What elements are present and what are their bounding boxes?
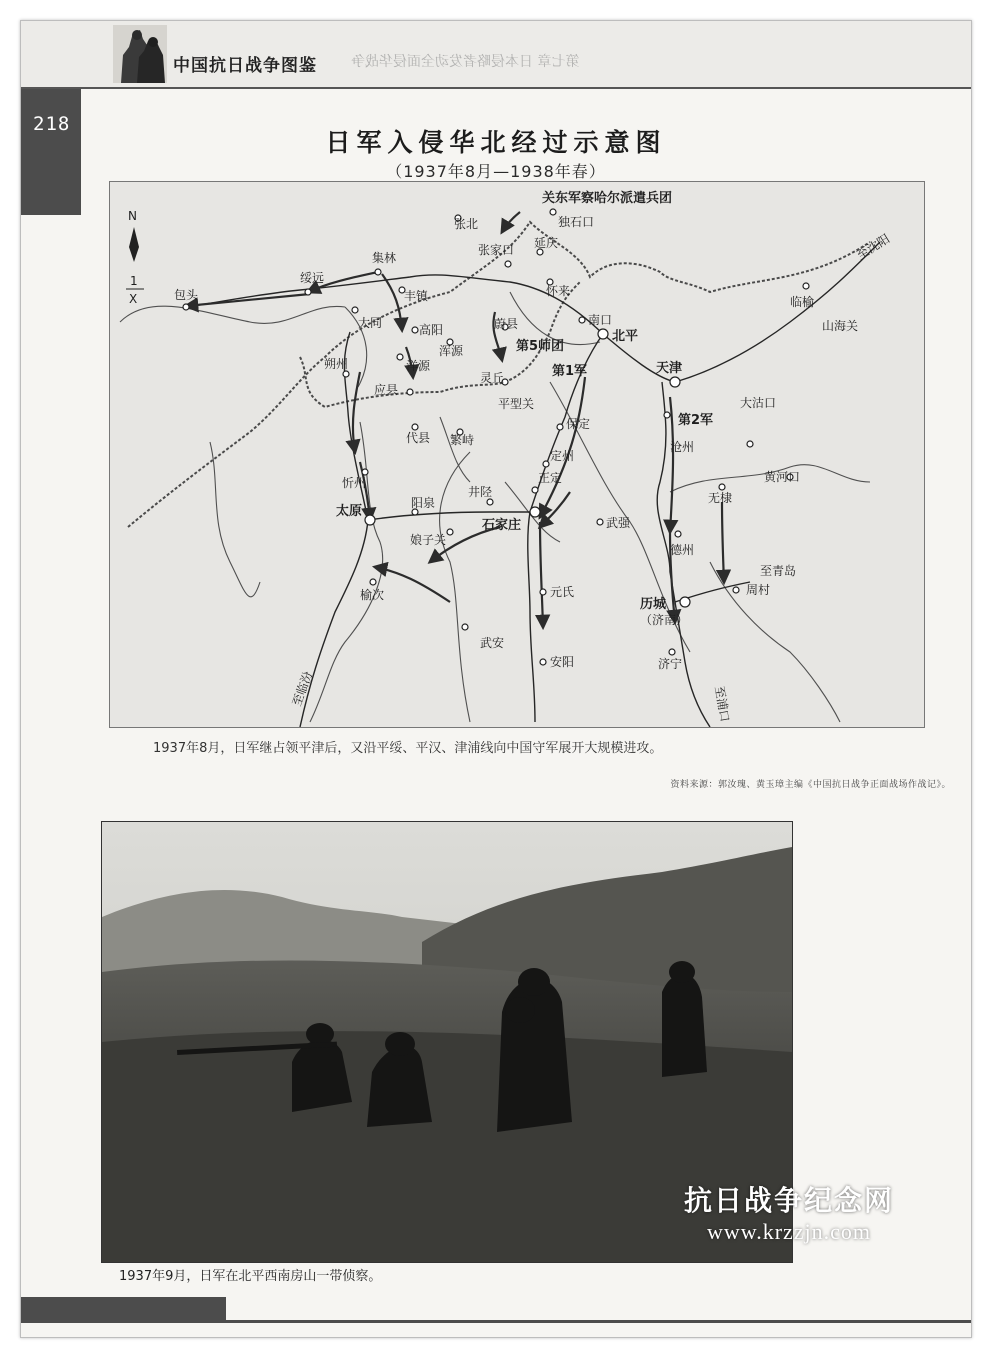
compass-north: N [128,209,137,223]
label-to-pukou: 至浦口 [712,685,733,723]
label-gaoyang: 高阳 [419,323,444,337]
label-xinzhou: 忻州 [342,476,367,490]
label-guandong-army: 关东军察哈尔派遣兵团 [542,191,673,206]
railways [186,242,880,727]
north-arrow-icon [129,227,139,262]
label-yanqing: 延庆 [534,236,559,250]
label-fengzhen: 丰镇 [404,289,429,303]
label-zhengding: 正定 [538,471,563,485]
label-zhangbei: 张北 [454,217,479,231]
label-datong: 大同 [358,316,383,330]
label-to-shenyang: 至沈阳 [854,231,893,263]
scale-numerator: 1 [130,274,138,288]
book-title: 中国抗日战争图鉴 [173,56,317,76]
label-niangziguan: 娘子关 [410,533,447,547]
label-yangquan: 阳泉 [411,496,436,510]
book-page [20,20,972,1338]
soldiers-logo-icon [113,25,167,83]
map-subtitle: （1937年8月—1938年春） [386,162,606,181]
label-lingqiu: 灵丘 [480,371,505,385]
city-markers [183,209,809,665]
label-shijiazhuang: 石家庄 [482,518,522,533]
label-dingzhou: 定州 [550,449,575,463]
scale-denominator: X [129,292,138,306]
label-licheng: 历城 [640,597,667,612]
attack-arrows [186,212,724,627]
map-caption: 1937年8月，日军继占领平津后，又沿平绥、平汉、津浦线向中国守军展开大规模进攻。 [153,741,663,756]
label-to-qingdao: 至青岛 [760,564,797,578]
watermark-url: www.krzzjn.com [706,1219,872,1244]
map-frame [109,181,925,728]
label-yingxian: 应县 [374,383,399,397]
label-pingxingguan: 平型关 [498,397,535,411]
label-shuozhou: 朔州 [324,357,349,371]
source-note: 资料来源：郭汝瑰、黄玉璋主编《中国抗日战争正面战场作战记》。 [670,780,951,790]
label-jingxing: 井陉 [468,485,493,499]
compass [126,209,144,306]
north-china-invasion-map [110,182,924,727]
label-fanzhi: 繁峙 [450,433,475,447]
label-dushikou: 独石口 [558,215,595,229]
label-yuci: 榆次 [360,588,385,602]
label-wuqiang: 武强 [606,516,631,530]
label-jining: 集林 [372,251,397,265]
bleed-through-text: 第七章 日本侵略者发动全面侵华战争 [351,54,580,70]
map-labels [174,190,892,723]
label-beiping: 北平 [612,329,639,344]
label-nankou: 南口 [588,313,613,327]
label-huanghekou: 黄河口 [764,470,801,484]
header-divider [21,87,971,89]
footer-bar [21,1297,226,1323]
label-taiyuan: 太原 [336,504,363,519]
label-tianjin: 天津 [656,361,683,376]
label-daixian: 代县 [406,431,431,445]
map-title: 日军入侵华北经过示意图 [325,128,667,157]
label-to-linfen: 至临汾 [289,669,316,709]
label-yuxian: 蔚县 [494,317,519,331]
label-hunyuan: 浑源 [439,344,464,358]
label-linyu: 临榆 [790,295,815,309]
label-yangyuan: 洋源 [406,359,431,373]
label-zhoucun: 周村 [746,583,771,597]
photo-caption: 1937年9月，日军在北平西南房山一带侦察。 [119,1269,382,1284]
label-wudi: 无棣 [708,491,733,505]
watermark-name: 抗日战争纪念网 [683,1184,894,1217]
label-1st-army: 第1军 [552,364,588,379]
rivers [120,292,870,722]
label-suiyuan: 绥远 [300,271,325,285]
footer-rule [226,1320,971,1323]
label-jining2: 济宁 [658,657,683,671]
label-yuanshi: 元氏 [550,585,575,599]
label-baoding: 保定 [566,417,591,431]
label-cangzhou: 沧州 [670,440,695,454]
label-dagukou: 大沽口 [740,396,777,410]
label-anyang: 安阳 [550,655,575,669]
label-dezhou: 德州 [670,543,695,557]
site-watermark [659,1179,919,1245]
label-5th-division: 第5师团 [516,339,565,354]
label-shanhaiguan: 山海关 [822,319,859,333]
label-huailai: 怀来 [546,284,571,298]
label-baotou: 包头 [174,288,199,302]
label-zhangjiakou: 张家口 [478,243,515,257]
page-number: 218 [33,113,71,135]
label-wuan: 武安 [480,636,505,650]
label-2nd-army: 第2军 [678,413,714,428]
label-jinan: （济南） [640,613,689,627]
